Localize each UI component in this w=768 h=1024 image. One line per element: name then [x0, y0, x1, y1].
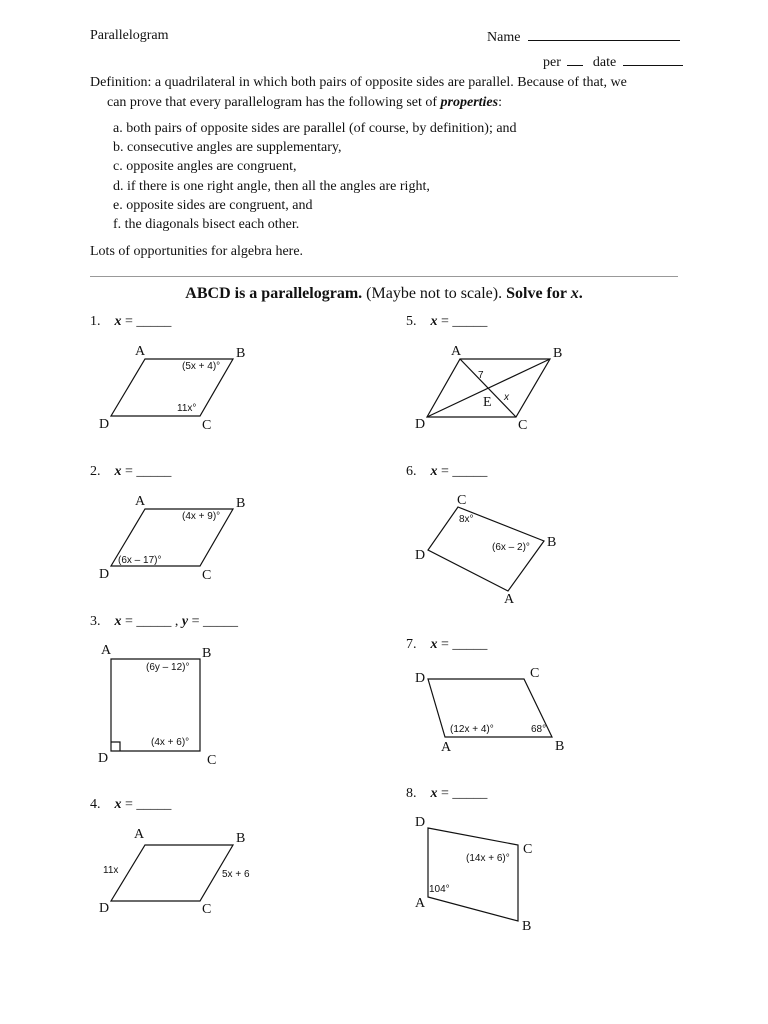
p8-vertex-a: A: [415, 896, 426, 911]
p8-angle-a-label: 104°: [429, 884, 450, 895]
p6-vertex-a: A: [504, 592, 515, 607]
p4-parallelogram: [111, 845, 233, 901]
p5-vertex-a: A: [451, 344, 462, 359]
p5-vertex-c: C: [518, 418, 528, 433]
p6-angle-c-label: 8x°: [459, 514, 474, 525]
p6-angle-b-label: (6x – 2)°: [492, 542, 530, 553]
p5-segment-ec-label: x: [504, 392, 509, 403]
problem-4-answer[interactable]: 4. x = _____: [90, 797, 172, 812]
p4-vertex-c: C: [202, 902, 212, 917]
property-item-c: c. opposite angles are congruent,: [113, 159, 297, 174]
property-item-a: a. both pairs of opposite sides are parallel (of course, by definition); and: [113, 121, 517, 136]
problem-7-answer[interactable]: 7. x = _____: [406, 637, 488, 652]
p7-vertex-d: D: [415, 671, 426, 686]
p6-vertex-d: D: [415, 548, 426, 563]
p1-angle-b-label: (5x + 4)°: [182, 361, 221, 372]
p8-vertex-b: B: [522, 919, 532, 934]
p7-angle-b-label: 68°: [531, 724, 547, 735]
p4-side-bc-label: 5x + 6: [222, 869, 250, 880]
p7-vertex-b: B: [555, 739, 565, 754]
p5-vertex-b: B: [553, 346, 563, 361]
p3-vertex-d: D: [98, 751, 109, 766]
property-item-d: d. if there is one right angle, then all the angles are right,: [113, 179, 430, 194]
p1-vertex-b: B: [236, 346, 246, 361]
p2-vertex-d: D: [99, 567, 110, 582]
p4-vertex-d: D: [99, 901, 110, 916]
p7-vertex-c: C: [530, 666, 540, 681]
p2-vertex-c: C: [202, 568, 212, 583]
p4-side-ad-label: 11x: [103, 865, 119, 876]
problem-8-answer[interactable]: 8. x = _____: [406, 786, 488, 801]
problem-5-answer[interactable]: 5. x = _____: [406, 314, 488, 329]
p1-angle-c-label: 11x°: [177, 403, 197, 414]
p3-angle-b-label: (6y – 12)°: [146, 662, 190, 673]
properties-emphasis: properties: [440, 95, 499, 110]
p6-vertex-c: C: [457, 493, 467, 508]
p4-vertex-b: B: [236, 831, 246, 846]
p3-vertex-c: C: [207, 753, 217, 768]
p3-angle-c-label: (4x + 6)°: [151, 737, 190, 748]
p2-angle-d-label: (6x – 17)°: [118, 555, 162, 566]
p1-vertex-a: A: [135, 344, 146, 359]
p5-vertex-d: D: [415, 417, 426, 432]
p3-vertex-a: A: [101, 643, 112, 658]
p3-right-angle-mark: [111, 742, 120, 751]
definition-line-2: can prove that every parallelogram has the following set of properties:: [107, 95, 502, 110]
p5-segment-ae-label: 7: [478, 370, 484, 381]
name-label: Name: [487, 30, 521, 45]
p7-angle-a-label: (12x + 4)°: [450, 724, 494, 735]
p8-parallelogram: [428, 828, 518, 921]
p1-vertex-c: C: [202, 418, 212, 433]
p8-vertex-c: C: [523, 842, 533, 857]
property-item-e: e. opposite sides are congruent, and: [113, 198, 313, 213]
p2-vertex-a: A: [135, 494, 146, 509]
problem-1-answer[interactable]: 1. x = _____: [90, 314, 172, 329]
p3-vertex-b: B: [202, 646, 212, 661]
p4-vertex-a: A: [134, 827, 145, 842]
property-item-f: f. the diagonals bisect each other.: [113, 217, 300, 232]
per-label: per: [543, 55, 561, 70]
date-label: date: [592, 55, 617, 70]
p2-angle-b-label: (4x + 9)°: [182, 511, 221, 522]
problem-6-answer[interactable]: 6. x = _____: [406, 464, 488, 479]
instructions-heading: ABCD is a parallelogram. (Maybe not to scale). Solve for x.: [185, 285, 583, 302]
worksheet-topic: Parallelogram: [90, 28, 169, 43]
property-item-b: b. consecutive angles are supplementary,: [113, 140, 342, 155]
p7-vertex-a: A: [441, 740, 452, 755]
problem-2-answer[interactable]: 2. x = _____: [90, 464, 172, 479]
algebra-note: Lots of opportunities for algebra here.: [90, 244, 304, 259]
p8-vertex-d: D: [415, 815, 426, 830]
p5-point-e: E: [483, 395, 492, 410]
p1-vertex-d: D: [99, 417, 110, 432]
p2-vertex-b: B: [236, 496, 246, 511]
p8-angle-c-label: (14x + 6)°: [466, 853, 510, 864]
p6-vertex-b: B: [547, 535, 557, 550]
definition-line-1: Definition: a quadrilateral in which both pairs of opposite sides are parallel. Because of that, we: [90, 75, 627, 90]
problem-3-answer[interactable]: 3. x = _____ , y = _____: [90, 614, 239, 629]
